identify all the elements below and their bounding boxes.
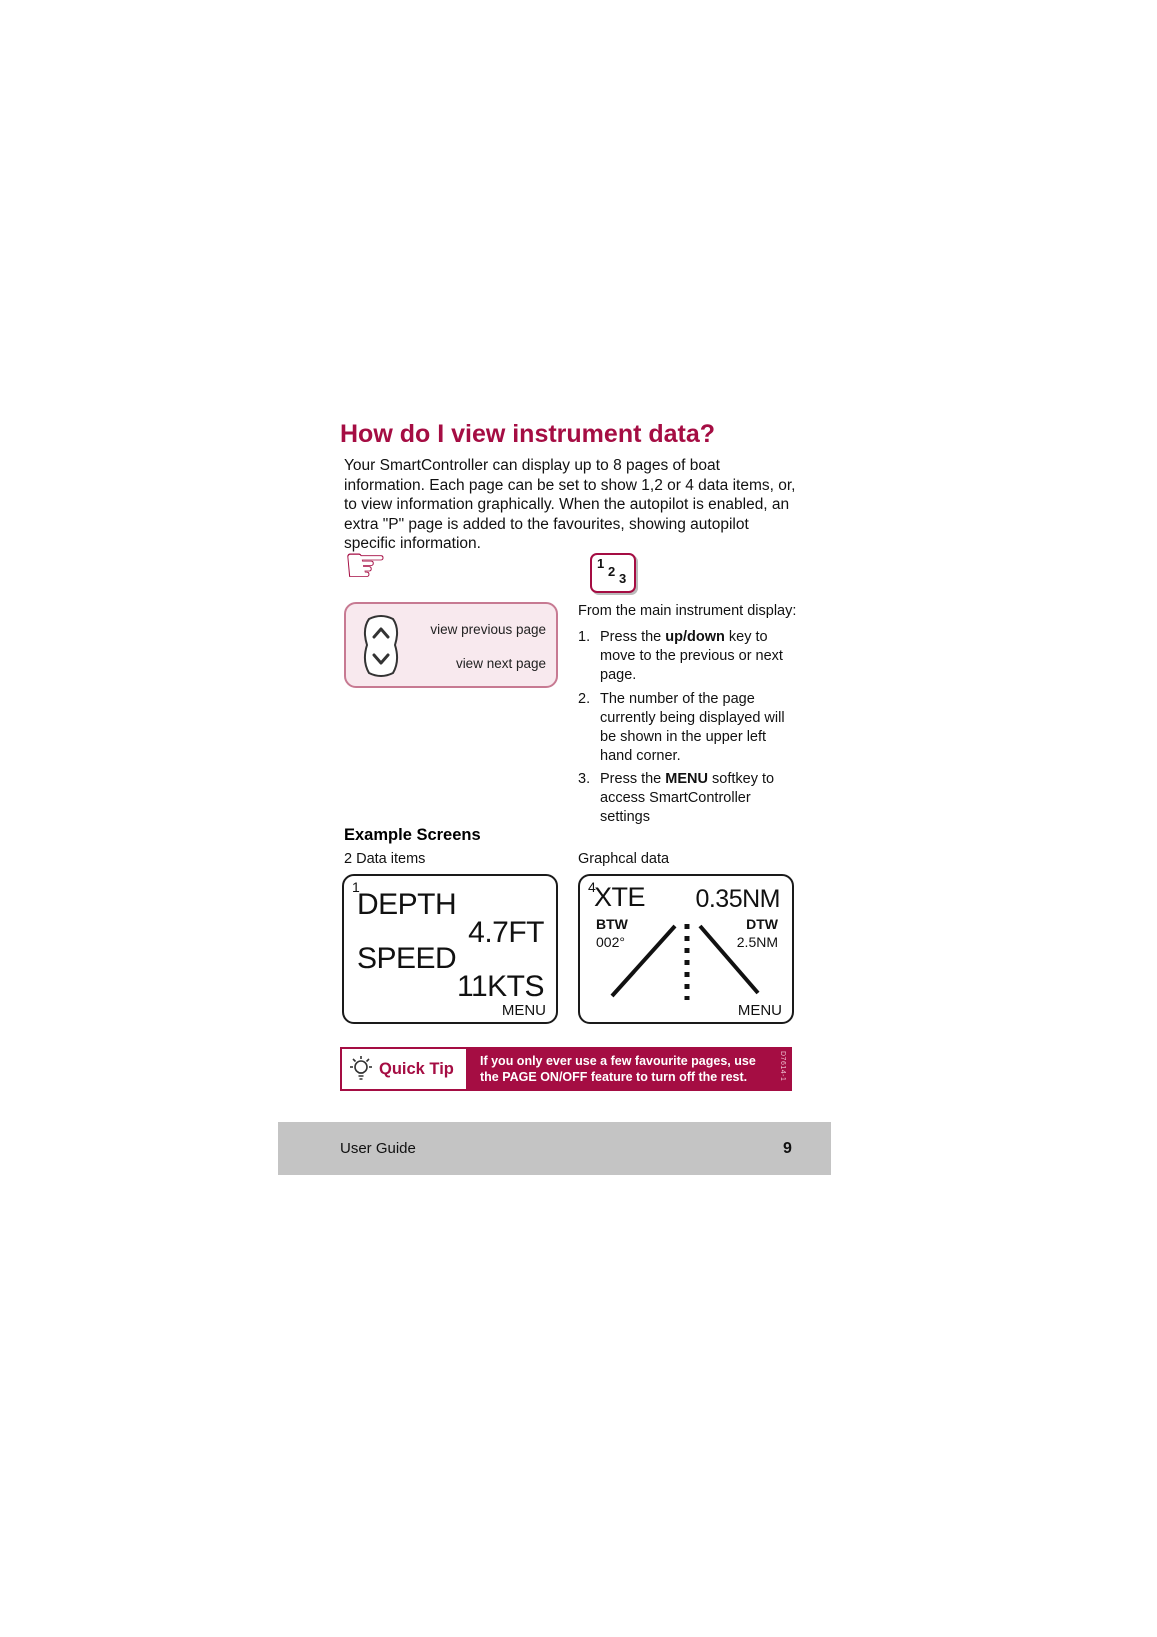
view-previous-label: view previous page — [430, 622, 546, 637]
step-text-post: key to move to the previous or next page. — [600, 629, 783, 683]
quick-tip-label-box — [340, 1047, 468, 1091]
btw-label: BTW — [596, 916, 628, 932]
intro-text: Your SmartController can display up to 8 pages of boat information. Each page can be set to show 1,2 or 4 data items, or, to view information graphically. When the autopilot is enabled, an extra "P" page is added to the favourites, showing autopilot specific information. — [344, 457, 796, 552]
step-text-bold: MENU — [665, 771, 708, 787]
view-next-label: view next page — [455, 656, 546, 671]
instrument-screen-graphical — [578, 874, 794, 1024]
caption-2-data-items: 2 Data items — [344, 851, 426, 867]
instrument-screen-2-data-items — [342, 874, 558, 1024]
quick-tip-text — [468, 1047, 792, 1091]
instructions-lead: From the main instrument display: — [578, 603, 797, 619]
dtw-label: DTW — [746, 916, 778, 932]
step-text-bold: up/down — [665, 629, 725, 645]
caption-graphical-data: Graphcal data — [578, 851, 670, 867]
screen-page-number: 4 — [588, 879, 596, 895]
pointing-hand-icon: ☞ — [343, 537, 388, 593]
footer-title: User Guide — [340, 1140, 416, 1157]
quick-tip-line-1: If you only ever use a few favourite pages, use — [480, 1054, 756, 1068]
page-key-badge — [590, 553, 636, 593]
xte-value: 0.35NM — [695, 885, 780, 913]
step-text-post: softkey to access SmartController settings — [600, 771, 775, 825]
step-number: 1. — [578, 629, 591, 645]
footer-bar — [278, 1122, 831, 1175]
screen-page-number: 1 — [352, 879, 360, 895]
step-item-3 — [578, 770, 800, 827]
step-text — [600, 770, 800, 827]
step-text — [600, 628, 800, 685]
menu-softkey-label: MENU — [737, 1002, 782, 1019]
key-badge-number-2: 2 — [608, 564, 616, 579]
updown-key-box — [344, 602, 558, 688]
step-number: 3. — [578, 771, 591, 787]
page-title: How do I view instrument data? — [340, 420, 716, 448]
step-number: 2. — [578, 691, 591, 707]
quick-tip-line-2: the PAGE ON/OFF feature to turn off the rest. — [480, 1070, 748, 1084]
menu-softkey-label: MENU — [501, 1002, 546, 1019]
example-screens-heading: Example Screens — [344, 826, 481, 844]
updown-key-icon — [358, 614, 404, 678]
dtw-value: 2.5NM — [736, 934, 778, 950]
btw-value: 002° — [596, 934, 625, 950]
speed-value: 11KTS — [457, 970, 544, 1003]
step-item-1 — [578, 628, 800, 685]
step-text-pre: Press the — [600, 771, 666, 787]
quick-tip-bar — [340, 1047, 792, 1091]
key-badge-number-3: 3 — [619, 571, 627, 586]
step-text-pre: Press the — [600, 629, 666, 645]
lightbulb-icon — [349, 1055, 373, 1083]
step-text — [600, 690, 800, 766]
quick-tip-label: Quick Tip — [379, 1059, 454, 1078]
speed-label: SPEED — [357, 942, 457, 975]
step-item-2 — [578, 690, 800, 766]
doc-code: D7614-1 — [779, 1051, 786, 1082]
key-badge-number-1: 1 — [597, 556, 605, 571]
depth-value: 4.7FT — [468, 916, 544, 949]
footer-page-number: 9 — [783, 1140, 792, 1157]
step-text-pre: The number of the page currently being displayed will be shown in the upper left hand corner. — [600, 691, 785, 764]
xte-label: XTE — [594, 882, 646, 912]
depth-label: DEPTH — [357, 888, 457, 921]
